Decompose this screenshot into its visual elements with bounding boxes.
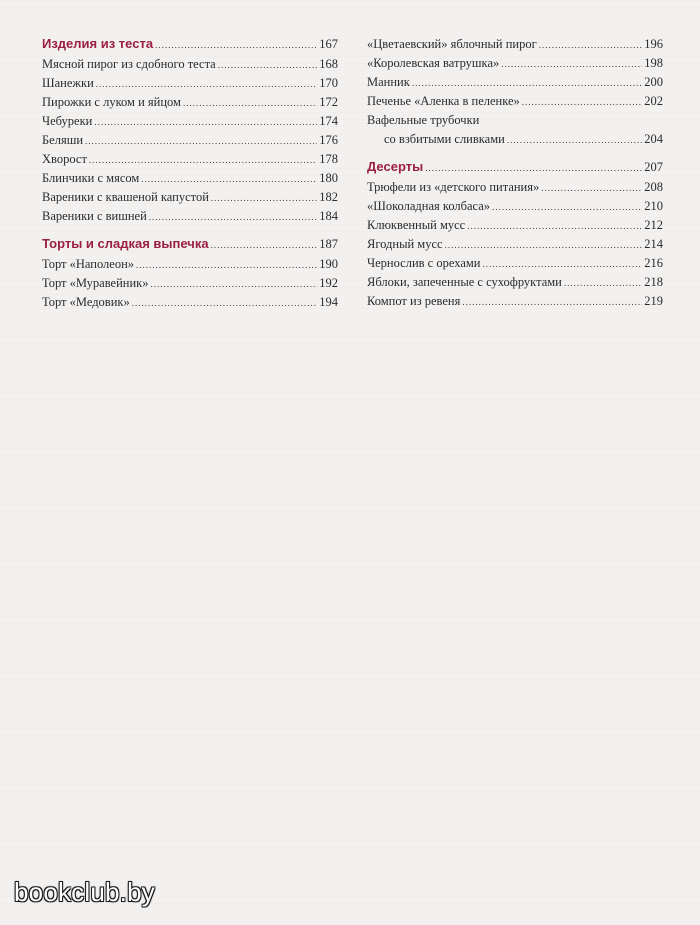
toc-entry-title: Торт «Медовик» bbox=[42, 295, 130, 309]
toc-page-number: 198 bbox=[644, 56, 663, 70]
toc-entry-title: Чернослив с орехами bbox=[367, 256, 481, 270]
toc-entry bbox=[367, 198, 663, 217]
toc-entry-title: «Цветаевский» яблочный пирог bbox=[367, 37, 537, 51]
toc-heading-title: Изделия из теста bbox=[42, 36, 154, 51]
toc-page-number: 210 bbox=[644, 199, 663, 213]
toc-entry-title: Шанежки bbox=[42, 76, 94, 90]
toc-page-number: 172 bbox=[319, 95, 338, 109]
toc-heading-title: Торты и сладкая выпечка bbox=[42, 236, 209, 251]
toc-page-number: 180 bbox=[319, 171, 338, 185]
dot-leader bbox=[462, 293, 642, 310]
toc-entry-title: Печенье «Аленка в пеленке» bbox=[367, 94, 520, 108]
toc-page-number: 182 bbox=[319, 190, 338, 204]
toc-entry bbox=[42, 75, 338, 94]
toc-page-number: 190 bbox=[319, 257, 338, 271]
dot-leader bbox=[141, 170, 317, 187]
toc-entry bbox=[367, 179, 663, 198]
dot-leader bbox=[136, 256, 317, 273]
toc-page-number: 194 bbox=[319, 295, 338, 309]
toc-entry-title: Яблоки, запеченные с сухофруктами bbox=[367, 275, 562, 289]
toc-entry-title: «Королевская ватрушка» bbox=[367, 56, 500, 70]
toc-entry-title: «Шоколадная колбаса» bbox=[367, 199, 491, 213]
dot-leader bbox=[96, 75, 317, 92]
toc-entry-first-line bbox=[367, 112, 663, 131]
toc-entry bbox=[367, 74, 663, 93]
dot-leader bbox=[183, 94, 317, 111]
toc-entry bbox=[367, 36, 663, 55]
watermark-logo: bookclub.by bbox=[14, 877, 155, 907]
toc-page-number: 174 bbox=[319, 114, 338, 128]
dot-leader bbox=[507, 131, 642, 148]
toc-entry bbox=[42, 56, 338, 75]
section-gap bbox=[367, 150, 663, 159]
toc-page-number: 167 bbox=[319, 37, 338, 51]
dot-leader bbox=[89, 151, 317, 168]
toc-section-heading bbox=[42, 36, 338, 56]
toc-entry-title: Пирожки с луком и яйцом bbox=[42, 95, 181, 109]
toc-entry-title: Торт «Наполеон» bbox=[42, 257, 135, 271]
toc-page-number: 212 bbox=[644, 218, 663, 232]
toc-entry bbox=[367, 217, 663, 236]
toc-right-column bbox=[367, 36, 663, 312]
dot-leader bbox=[155, 36, 317, 53]
toc-left-column bbox=[42, 36, 338, 313]
dot-leader bbox=[564, 274, 642, 291]
toc-entry bbox=[367, 93, 663, 112]
dot-leader bbox=[539, 36, 643, 53]
toc-entry-title: Вареники с квашеной капустой bbox=[42, 190, 209, 204]
dot-leader bbox=[94, 113, 317, 130]
toc-entry-title: Компот из ревеня bbox=[367, 294, 461, 308]
toc-entry-title: Вафельные трубочки bbox=[367, 113, 480, 127]
toc-page-number: 168 bbox=[319, 57, 338, 71]
section-gap bbox=[42, 227, 338, 236]
toc-page-number: 170 bbox=[319, 76, 338, 90]
toc-page-number: 207 bbox=[644, 160, 663, 174]
toc-page-number: 178 bbox=[319, 152, 338, 166]
toc-entry bbox=[42, 113, 338, 132]
toc-entry-title: Вареники с вишней bbox=[42, 209, 147, 223]
toc-entry bbox=[42, 275, 338, 294]
toc-entry bbox=[367, 255, 663, 274]
toc-entry-title: Торт «Муравейник» bbox=[42, 276, 149, 290]
toc-entry-title: Блинчики с мясом bbox=[42, 171, 140, 185]
toc-entry bbox=[42, 208, 338, 227]
toc-entry-title: Чебуреки bbox=[42, 114, 93, 128]
toc-page-number: 208 bbox=[644, 180, 663, 194]
toc-entry bbox=[42, 170, 338, 189]
toc-entry-title: Манник bbox=[367, 75, 410, 89]
dot-leader bbox=[412, 74, 642, 91]
dot-leader bbox=[541, 179, 642, 196]
toc-heading-title: Десерты bbox=[367, 159, 424, 174]
toc-page-number: 192 bbox=[319, 276, 338, 290]
dot-leader bbox=[211, 189, 317, 206]
dot-leader bbox=[501, 55, 642, 72]
dot-leader bbox=[522, 93, 642, 110]
toc-entry-title: Ягодный мусс bbox=[367, 237, 443, 251]
toc-page-number: 200 bbox=[644, 75, 663, 89]
toc-entry bbox=[367, 236, 663, 255]
toc-entry-title: Мясной пирог из сдобного теста bbox=[42, 57, 216, 71]
dot-leader bbox=[467, 217, 642, 234]
dot-leader bbox=[151, 275, 318, 292]
toc-page-number: 214 bbox=[644, 237, 663, 251]
toc-page-number: 216 bbox=[644, 256, 663, 270]
dot-leader bbox=[218, 56, 318, 73]
toc-page-number: 218 bbox=[644, 275, 663, 289]
toc-section-heading bbox=[367, 159, 663, 179]
dot-leader bbox=[492, 198, 642, 215]
toc-entry-title: Беляши bbox=[42, 133, 84, 147]
toc-entry-title: Трюфели из «детского питания» bbox=[367, 180, 540, 194]
toc-entry bbox=[367, 131, 663, 150]
dot-leader bbox=[445, 236, 643, 253]
dot-leader bbox=[425, 159, 642, 176]
dot-leader bbox=[482, 255, 642, 272]
toc-page-number: 176 bbox=[319, 133, 338, 147]
toc-page-number: 204 bbox=[644, 132, 663, 146]
toc-entry-title: Клюквенный мусс bbox=[367, 218, 466, 232]
dot-leader bbox=[85, 132, 317, 149]
toc-entry bbox=[42, 132, 338, 151]
dot-leader bbox=[149, 208, 317, 225]
toc-page-number: 184 bbox=[319, 209, 338, 223]
toc-page-number: 187 bbox=[319, 237, 338, 251]
toc-page-number: 219 bbox=[644, 294, 663, 308]
toc-entry bbox=[367, 293, 663, 312]
dot-leader bbox=[211, 236, 318, 253]
toc-entry bbox=[42, 94, 338, 113]
toc-entry bbox=[42, 189, 338, 208]
toc-page-number: 196 bbox=[644, 37, 663, 51]
toc-entry bbox=[42, 294, 338, 313]
toc-entry-title: Хворост bbox=[42, 152, 87, 166]
toc-page-number: 202 bbox=[644, 94, 663, 108]
toc-entry bbox=[367, 55, 663, 74]
toc-entry bbox=[42, 151, 338, 170]
toc-entry bbox=[42, 256, 338, 275]
toc-entry bbox=[367, 274, 663, 293]
toc-entry-title: со взбитыми сливками bbox=[384, 132, 505, 146]
dot-leader bbox=[132, 294, 318, 311]
toc-section-heading bbox=[42, 236, 338, 256]
